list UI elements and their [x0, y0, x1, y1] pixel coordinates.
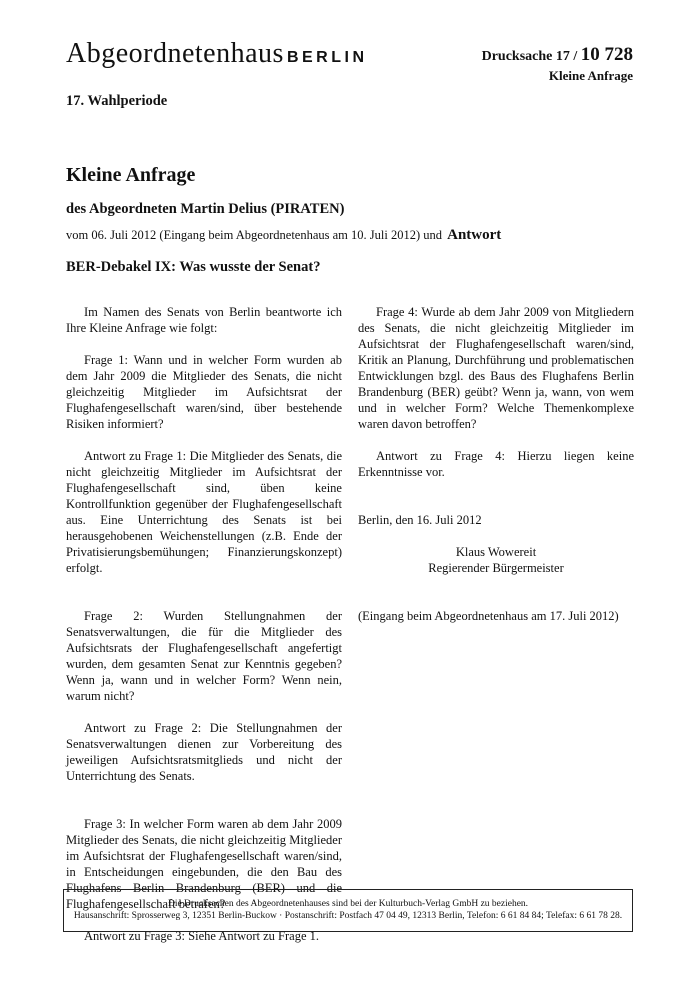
question-1: Frage 1: Wann und in welcher Form wurden ab dem Jahr 2009 die Mitglieder des Senats, die nicht gleichzeitig Mitglieder im Aufsichtsrat der Flughafengesellschaft waren/sind, über bestehende Risiken informiert?: [66, 353, 342, 431]
drucksache-line: [482, 44, 633, 68]
signer-title: Regierender Bürgermeister: [428, 561, 564, 575]
intro-paragraph: Im Namen des Senats von Berlin beantworte ich Ihre Kleine Anfrage wie folgt:: [66, 305, 342, 335]
document-kind: Kleine Anfrage: [548, 68, 633, 83]
question-2: Frage 2: Wurden Stellungnahmen der Senatsverwaltungen, die für die Mitglieder des Aufsichtsrats der Flughafengesellschaft angefertigt wurden, dem gesamten Senat zur Kenntnis gegeben? Wenn ja, wann und in welcher Form? Wenn nein, warum nicht?: [66, 609, 342, 703]
left-column: [66, 304, 342, 944]
footer-line-1: Die Drucksachen des Abgeordnetenhauses sind bei der Kulturbuch-Verlag GmbH zu beziehen.: [167, 899, 529, 909]
subject-heading: BER-Debakel IX: Was wusste der Senat?: [66, 259, 321, 275]
answer-2: Antwort zu Frage 2: Die Stellungnahmen der Senatsverwaltungen dienen zur Vorbereitung des jeweiligen Aufsichtsratsmitglieds und nicht der Unterrichtung des Senats.: [66, 721, 342, 783]
answer-label: Antwort: [447, 227, 502, 243]
question-4: Frage 4: Wurde ab dem Jahr 2009 von Mitgliedern des Senats, die nicht gleichzeitig Mitglieder im Aufsichtsrat der Flughafengesellschaft waren/sind, Kritik an Planung, Durchführung und problematischen Entwicklungen bzgl. des Baus des Flughafens Berlin Brandenburg (BER) geübt? Wenn ja, wann, von wem und in welcher Form? Welche Themenkomplexe waren davon betroffen?: [358, 305, 634, 431]
electoral-period: 17. Wahlperiode: [66, 93, 168, 109]
date-line: [66, 227, 501, 244]
receipt-note: (Eingang beim Abgeordnetenhaus am 17. Juli 2012): [358, 609, 619, 623]
drucksache-block: [482, 44, 633, 84]
footer-box: [63, 889, 633, 932]
right-column: [358, 304, 634, 624]
drucksache-label: Drucksache 17 /: [481, 49, 578, 64]
answer-4: Antwort zu Frage 4: Hierzu liegen keine Erkenntnisse vor.: [358, 449, 634, 479]
signer-name: Klaus Wowereit: [455, 545, 537, 559]
brand-city: BERLIN: [286, 49, 368, 66]
answer-1: Antwort zu Frage 1: Die Mitglieder des Senats, die nicht gleichzeitig Mitglieder im Aufsichtsrat der Flughafengesellschaft sind, üben keine Kontrollfunktion gegenüber der Flughafengesellschaft aus. Eine Unterrichtung des Senats ist bei herausgehobenen Weichenstellungen (z.B. Ende der Privatisierungsbemühungen; Finanzierungskonzept) erfolgt.: [66, 449, 342, 575]
place-date: Berlin, den 16. Juli 2012: [358, 513, 482, 527]
page-title: Kleine Anfrage: [66, 164, 196, 186]
question-3: Frage 3: In welcher Form waren ab dem Jahr 2009 Mitglieder des Senats, die nicht gleichzeitig Mitglieder im Aufsichtsrat der Flughafengesellschaft waren/sind, in Entscheidungen eingebunden, die den Bau des Flughafens Berlin Brandenburg (BER) und die Flughafengesellschaft betrafen?: [66, 817, 342, 911]
drucksache-number: 10 728: [580, 44, 633, 65]
author-line: des Abgeordneten Martin Delius (PIRATEN): [66, 201, 345, 217]
footer-line-2: Hausanschrift: Sprosserweg 3, 12351 Berlin-Buckow · Postanschrift: Postfach 47 04 49, 12313 Berlin, Telefon: 6 61 84 84; Telefax: 6 61 78 28.: [73, 911, 623, 921]
answer-3: Antwort zu Frage 3: Siehe Antwort zu Frage 1.: [84, 929, 320, 943]
date-text: vom 06. Juli 2012 (Eingang beim Abgeordnetenhaus am 10. Juli 2012) und: [66, 228, 442, 242]
brand-name: Abgeordnetenhaus: [66, 38, 284, 69]
brand-logo: [66, 38, 368, 70]
